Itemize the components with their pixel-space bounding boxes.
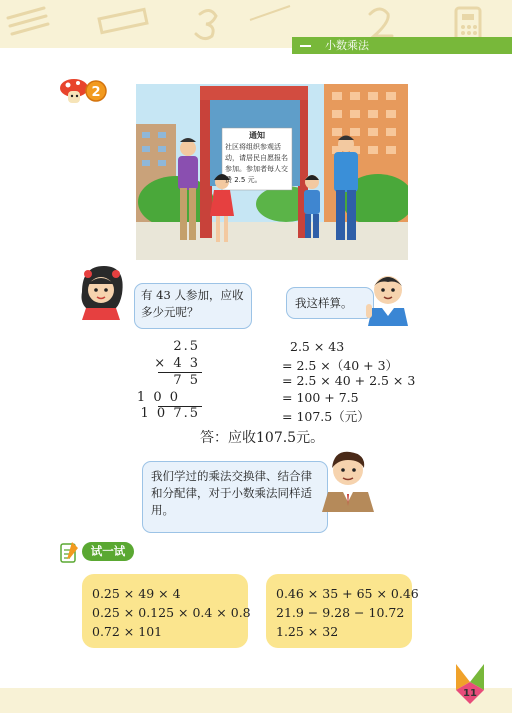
exercise-item: 0.72 × 101	[92, 624, 163, 639]
chapter-title	[300, 37, 500, 54]
teacher-speech-bubble: 我们学过的乘法交换律、结合律和分配律，对于小数乘法同样适用。	[142, 461, 328, 533]
notice-title: 通知	[249, 131, 265, 140]
girl-avatar	[74, 262, 126, 320]
teacher-avatar	[318, 446, 380, 512]
exercise-item: 1.25 × 32	[276, 624, 339, 639]
notice-line: 参加。参加者每人交	[225, 165, 288, 173]
page-footer	[0, 688, 512, 713]
calc-step: = 2.5 ×（40 + 3）	[282, 358, 399, 373]
section-badge	[56, 76, 116, 108]
vertical-calc-row: 1 0 0	[136, 390, 180, 405]
vertical-calc-row: 2.5	[173, 339, 200, 354]
mushroom-icon	[60, 79, 88, 103]
page-number: 11	[463, 688, 477, 699]
notice-line: 社区将组织参观活	[225, 143, 281, 151]
notice-line: 动，请居民自愿报名	[225, 154, 288, 162]
community-notice-illustration	[136, 84, 408, 260]
section-number: 2	[91, 85, 101, 100]
try-it-label: 试一试	[82, 542, 134, 561]
exercise-item: 0.25 × 0.125 × 0.4 × 0.8	[92, 605, 251, 620]
vertical-calc-row: 1 0 7.5	[140, 406, 200, 421]
calc-step: = 107.5（元）	[282, 409, 370, 424]
chapter-title-text: 小数乘法	[325, 39, 369, 52]
answer-text: 答：应收107.5元。	[200, 430, 325, 446]
calc-step: = 100 + 7.5	[282, 390, 359, 405]
exercise-item: 21.9 − 9.28 − 10.72	[276, 605, 405, 620]
calc-step: 2.5 × 43	[290, 339, 345, 354]
boy-speech-bubble: 我这样算。	[286, 287, 374, 319]
calc-step: = 2.5 × 40 + 2.5 × 3	[282, 373, 416, 388]
exercise-item: 0.25 × 49 × 4	[92, 586, 181, 601]
notebook-icon	[58, 540, 80, 564]
notice-line: 费 2.5 元。	[225, 176, 262, 184]
vertical-calc-row: × 4 3	[154, 356, 200, 371]
boy-avatar	[364, 268, 412, 326]
exercise-item: 0.46 × 35 + 65 × 0.46	[276, 586, 419, 601]
girl-speech-bubble: 有 43 人参加，应收多少元呢？	[134, 283, 252, 329]
chapter-number-dash	[300, 45, 311, 47]
vertical-calc-row: 7 5	[173, 373, 200, 388]
